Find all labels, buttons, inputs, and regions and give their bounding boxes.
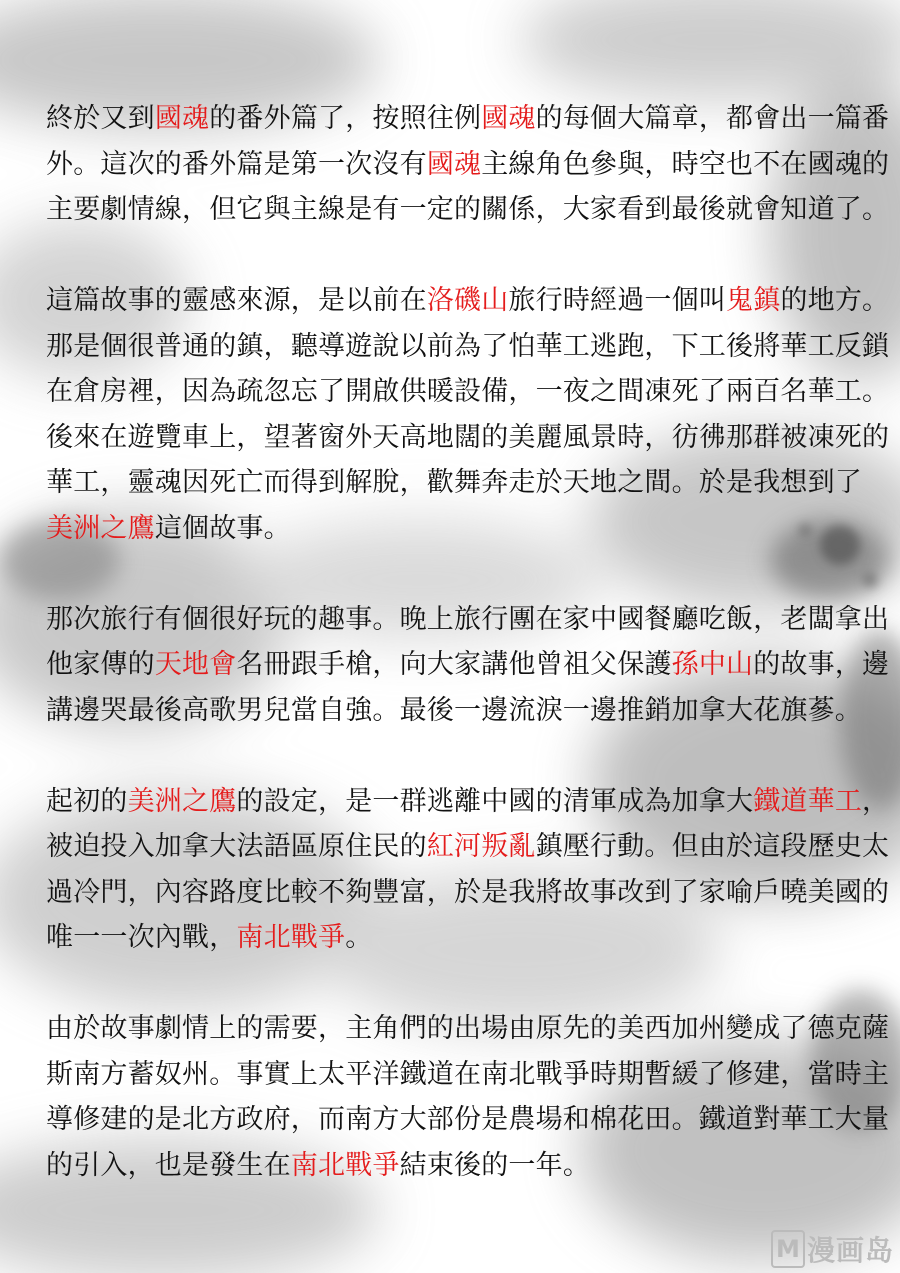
- text-line: [46, 870, 890, 916]
- highlighted-term: 鬼鎮: [726, 285, 781, 316]
- text-line: [46, 1143, 860, 1189]
- text-run: 的番外篇了，按照往例: [209, 103, 482, 134]
- highlighted-term: 孫中山: [671, 649, 754, 680]
- text-line: [46, 1006, 890, 1052]
- text-line: [46, 915, 860, 961]
- text-run: 主線角色參與，時空也不在國魂的: [481, 148, 890, 180]
- text-run: ，: [862, 785, 890, 817]
- highlighted-term: 天地會: [154, 649, 237, 680]
- site-watermark: [771, 1229, 894, 1269]
- text-run: 他家傳的: [46, 649, 155, 680]
- paragraph: [46, 96, 890, 233]
- text-run: 鎮壓行動。但由於這段歷史太: [535, 831, 890, 862]
- text-run: 的設定，是一群逃離中國的清軍成為加拿大: [236, 785, 754, 817]
- text-run: 導修建的是北方政府，而南方大部份是農場和棉花田。鐵道對華工大量: [46, 1104, 890, 1135]
- paragraph-gap: [46, 733, 860, 779]
- text-run: 的故事，邊: [753, 649, 890, 680]
- text-run: 的引入，也是發生在: [46, 1149, 291, 1181]
- text-line: [46, 460, 860, 506]
- text-line: [46, 824, 890, 870]
- highlighted-term: 洛磯山: [426, 285, 509, 316]
- highlighted-term: 美洲之鷹: [127, 785, 237, 817]
- text-line: [46, 278, 890, 324]
- highlighted-term: 南北戰爭: [290, 1149, 400, 1181]
- highlighted-term: 國魂: [481, 103, 536, 134]
- text-run: 唯一一次內戰，: [46, 922, 237, 953]
- paragraph-gap: [46, 233, 860, 279]
- paragraph: [46, 278, 890, 551]
- text-run: 主要劇情線，但它與主線是有一定的關係，大家看到最後就會知道了。: [46, 194, 890, 225]
- text-run: 的每個大篇章，都會出一篇番: [535, 103, 890, 134]
- text-run: 那是個很普通的鎮，聽導遊說以前為了怕華工逃跑，下工後將華工反鎖: [46, 330, 890, 362]
- text-run: 這篇故事的靈感來源，是以前在: [46, 285, 427, 316]
- text-line: [46, 779, 890, 825]
- text-run: 旅行時經過一個叫: [508, 285, 727, 316]
- paragraph: [46, 597, 890, 734]
- text-line: [46, 506, 860, 552]
- text-line: [46, 597, 890, 643]
- text-line: [46, 96, 890, 142]
- text-line: [46, 688, 860, 734]
- highlighted-term: 美洲之鷹: [46, 512, 155, 544]
- text-run: 這個故事。: [154, 512, 291, 544]
- highlighted-term: 鐵道華工: [753, 785, 863, 817]
- text-line: [46, 1097, 890, 1143]
- text-run: 結束後的一年。: [399, 1149, 591, 1181]
- highlighted-term: 國魂: [426, 148, 482, 180]
- text-run: 後來在遊覽車上，望著窗外天高地闊的美麗風景時，彷彿那群被凍死的: [46, 421, 890, 453]
- text-run: 華工，靈魂因死亡而得到解脫，歡舞奔走於天地之間。於是我想到了: [46, 467, 862, 498]
- text-run: 起初的: [46, 785, 128, 817]
- paragraph-gap: [46, 961, 860, 1007]
- text-run: 的地方。: [780, 285, 890, 316]
- text-run: 在倉房裡，因為疏忽忘了開啟供暖設備，一夜之間凍死了兩百名華工。: [46, 376, 890, 407]
- text-run: 終於又到: [46, 103, 155, 134]
- text-line: [46, 642, 890, 688]
- text-run: 過冷門，內容路度比較不夠豐富，於是我將故事改到了家喻戶曉美國的: [46, 876, 890, 908]
- text-run: 。: [345, 922, 373, 953]
- article-body: [46, 96, 890, 1188]
- watermark-logo-icon: M: [771, 1230, 805, 1268]
- text-line: [46, 369, 890, 415]
- text-run: 被迫投入加拿大法語區原住民的: [46, 831, 427, 862]
- text-line: [46, 324, 890, 370]
- text-run: 由於故事劇情上的需要，主角們的出場由原先的美西加州變成了德克薩: [46, 1013, 890, 1044]
- text-run: 斯南方蓄奴州。事實上太平洋鐵道在南北戰爭時期暫緩了修建，當時主: [46, 1058, 890, 1090]
- watermark-text: 漫画岛: [806, 1234, 894, 1267]
- paragraph-gap: [46, 551, 860, 597]
- text-line: [46, 187, 890, 233]
- paragraph: [46, 1006, 890, 1188]
- text-run: 講邊哭最後高歌男兒當自強。最後一邊流淚一邊推銷加拿大花旗蔘。: [46, 694, 862, 726]
- highlighted-term: 南北戰爭: [236, 922, 346, 953]
- text-run: 那次旅行有個很好玩的趣事。晚上旅行團在家中國餐廳吃飯，老闆拿出: [46, 603, 890, 635]
- text-line: [46, 1052, 890, 1098]
- highlighted-term: 國魂: [154, 103, 210, 134]
- highlighted-term: 紅河叛亂: [426, 831, 536, 862]
- text-run: 名冊跟手槍，向大家講他曾祖父保護: [236, 649, 672, 680]
- paragraph: [46, 779, 890, 961]
- text-line: [46, 142, 890, 188]
- text-line: [46, 415, 890, 461]
- text-run: 外。這次的番外篇是第一次沒有: [46, 148, 427, 180]
